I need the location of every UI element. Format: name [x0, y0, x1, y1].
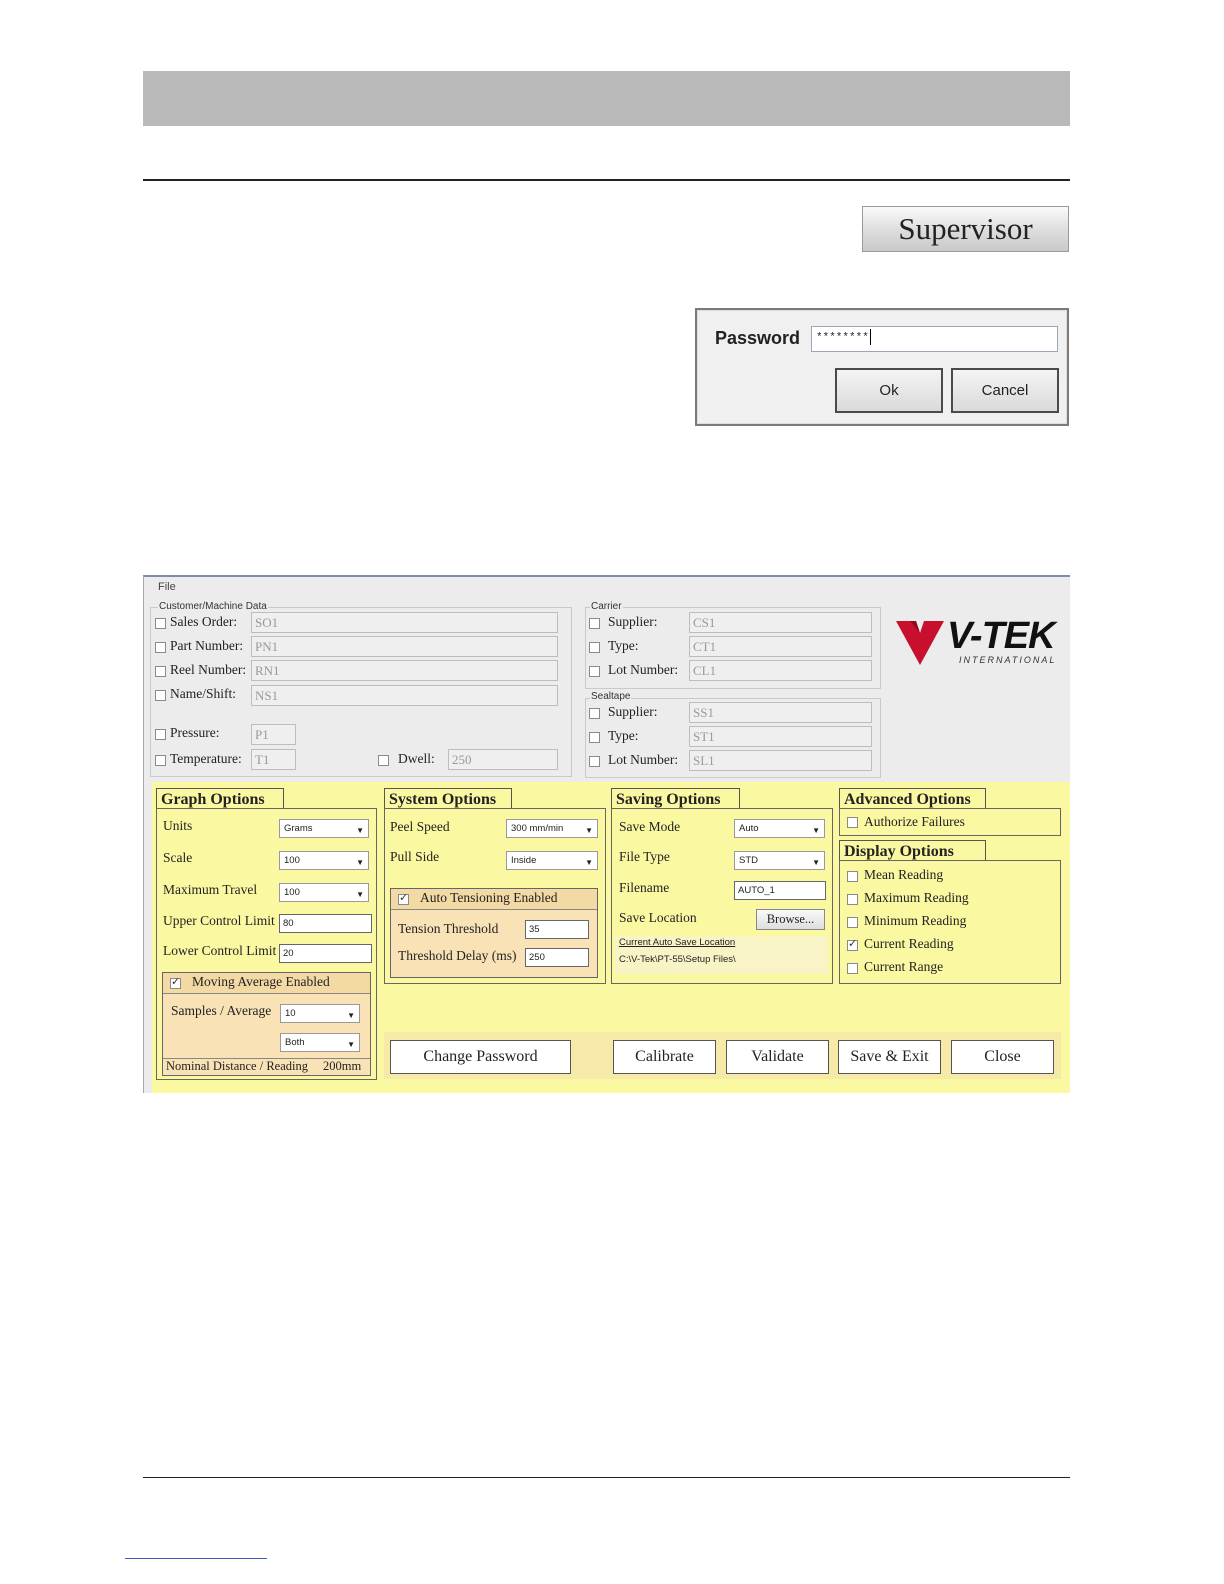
samples-label: Samples / Average	[171, 1003, 272, 1018]
peel-speed-label: Peel Speed	[390, 819, 450, 834]
sealtape-lot-checkbox[interactable]	[589, 756, 600, 767]
nominal-label: Nominal Distance / Reading	[166, 1059, 308, 1073]
scale-label: Scale	[163, 850, 193, 865]
scale-value: 100	[284, 855, 300, 866]
reel-number-field[interactable]: RN1	[251, 660, 558, 681]
temperature-label: Temperature:	[170, 751, 242, 766]
reel-number-label: Reel Number:	[170, 662, 247, 677]
sealtape-supplier-checkbox[interactable]	[589, 708, 600, 719]
v-tek-logo-text: V-TEK	[947, 615, 1055, 657]
chevron-down-icon: ▼	[347, 1040, 355, 1049]
cancel-button[interactable]: Cancel	[951, 368, 1059, 413]
units-dropdown[interactable]	[279, 819, 369, 838]
min-reading-label: Minimum Reading	[864, 913, 967, 928]
dwell-label: Dwell:	[398, 751, 435, 766]
moving-average-label: Moving Average Enabled	[192, 974, 330, 989]
chevron-down-icon: ▼	[585, 826, 593, 835]
text-caret	[870, 329, 871, 345]
password-label: Password	[715, 328, 801, 348]
name-shift-field[interactable]: NS1	[251, 685, 558, 706]
pressure-checkbox[interactable]	[155, 729, 166, 740]
chevron-down-icon: ▼	[812, 826, 820, 835]
mean-reading-label: Mean Reading	[864, 867, 944, 882]
part-number-checkbox[interactable]	[155, 642, 166, 653]
name-shift-label: Name/Shift:	[170, 686, 236, 701]
sales-order-label: Sales Order:	[170, 614, 238, 629]
password-value: ********	[816, 332, 869, 344]
sealtape-type-field[interactable]: ST1	[689, 726, 872, 747]
save-mode-dropdown[interactable]	[734, 819, 825, 838]
carrier-lot-label: Lot Number:	[608, 662, 679, 677]
carrier-type-label: Type:	[608, 638, 639, 653]
side-value: Both	[285, 1037, 305, 1048]
max-travel-dropdown[interactable]	[279, 883, 369, 902]
supervisor-button[interactable]: Supervisor	[862, 206, 1069, 252]
name-shift-checkbox[interactable]	[155, 690, 166, 701]
password-dialog	[695, 308, 1069, 426]
customer-data-title: Customer/Machine Data	[159, 601, 267, 612]
threshold-delay-label: Threshold Delay (ms)	[398, 948, 517, 963]
current-location-value: C:\V-Tek\PT-55\Setup Files\	[619, 954, 736, 965]
carrier-title: Carrier	[591, 601, 622, 612]
close-button[interactable]: Close	[951, 1040, 1054, 1074]
part-number-label: Part Number:	[170, 638, 244, 653]
nominal-value: 200mm	[323, 1059, 362, 1073]
scale-dropdown[interactable]	[279, 851, 369, 870]
browse-button[interactable]: Browse...	[756, 909, 825, 930]
moving-average-panel	[162, 972, 371, 1076]
ucl-input[interactable]: 80	[279, 914, 372, 933]
min-reading-checkbox[interactable]	[847, 917, 858, 928]
ok-button[interactable]: Ok	[835, 368, 943, 413]
v-tek-logo-mark	[896, 621, 944, 665]
side-dropdown[interactable]	[280, 1033, 360, 1052]
save-mode-label: Save Mode	[619, 819, 681, 834]
calibrate-button[interactable]: Calibrate	[613, 1040, 716, 1074]
auto-tension-checkbox[interactable]	[398, 894, 409, 905]
pressure-label: Pressure:	[170, 725, 220, 740]
sealtape-title: Sealtape	[591, 691, 631, 702]
sealtape-supplier-label: Supplier:	[608, 704, 658, 719]
save-mode-value: Auto	[739, 823, 759, 834]
current-reading-checkbox[interactable]	[847, 940, 858, 951]
filename-label: Filename	[619, 880, 670, 895]
auto-tension-panel	[390, 888, 598, 978]
max-travel-value: 100	[284, 887, 300, 898]
chevron-down-icon: ▼	[356, 826, 364, 835]
footer-rule	[143, 1477, 1070, 1478]
carrier-lot-field[interactable]: CL1	[689, 660, 872, 681]
menu-file[interactable]: File	[158, 581, 176, 593]
authorize-failures-label: Authorize Failures	[864, 814, 965, 829]
save-exit-button[interactable]: Save & Exit	[838, 1040, 941, 1074]
sealtape-supplier-field[interactable]: SS1	[689, 702, 872, 723]
max-reading-checkbox[interactable]	[847, 894, 858, 905]
carrier-lot-checkbox[interactable]	[589, 666, 600, 677]
header-rule	[143, 179, 1070, 181]
lcl-label: Lower Control Limit	[163, 943, 277, 958]
validate-button[interactable]: Validate	[726, 1040, 829, 1074]
chevron-down-icon: ▼	[812, 858, 820, 867]
settings-window	[143, 575, 1070, 1093]
reel-number-checkbox[interactable]	[155, 666, 166, 677]
chevron-down-icon: ▼	[585, 858, 593, 867]
pull-side-dropdown[interactable]	[506, 851, 598, 870]
sealtape-type-checkbox[interactable]	[589, 732, 600, 743]
ucl-label: Upper Control Limit	[163, 913, 275, 928]
tension-threshold-input[interactable]: 35	[525, 920, 589, 939]
peel-speed-dropdown[interactable]	[506, 819, 598, 838]
sealtape-lot-field[interactable]: SL1	[689, 750, 872, 771]
sealtape-type-label: Type:	[608, 728, 639, 743]
samples-value: 10	[285, 1008, 296, 1019]
saving-options-title: Saving Options	[611, 788, 740, 809]
pull-side-label: Pull Side	[390, 849, 440, 864]
max-travel-label: Maximum Travel	[163, 882, 258, 897]
save-location-label: Save Location	[619, 910, 697, 925]
authorize-failures-checkbox[interactable]	[847, 817, 858, 828]
current-location-label: Current Auto Save Location	[619, 937, 736, 948]
filename-input[interactable]: AUTO_1	[734, 881, 826, 900]
current-range-checkbox[interactable]	[847, 963, 858, 974]
dwell-field[interactable]: 250	[448, 749, 558, 770]
mean-reading-checkbox[interactable]	[847, 871, 858, 882]
units-label: Units	[163, 818, 193, 833]
units-value: Grams	[284, 823, 313, 834]
current-range-label: Current Range	[864, 959, 944, 974]
sales-order-field[interactable]: SO1	[251, 612, 558, 633]
display-options-title: Display Options	[839, 840, 986, 861]
carrier-type-checkbox[interactable]	[589, 642, 600, 653]
lcl-input[interactable]: 20	[279, 944, 372, 963]
v-tek-logo-subtitle: INTERNATIONAL	[959, 655, 1057, 665]
carrier-supplier-field[interactable]: CS1	[689, 612, 872, 633]
part-number-field[interactable]: PN1	[251, 636, 558, 657]
file-type-value: STD	[739, 855, 758, 866]
auto-tension-label: Auto Tensioning Enabled	[420, 890, 558, 905]
graph-options-title: Graph Options	[156, 788, 284, 809]
dwell-checkbox[interactable]	[378, 755, 389, 766]
chevron-down-icon: ▼	[356, 858, 364, 867]
file-type-dropdown[interactable]	[734, 851, 825, 870]
password-input[interactable]	[811, 326, 1058, 352]
current-reading-label: Current Reading	[864, 936, 954, 951]
sales-order-checkbox[interactable]	[155, 618, 166, 629]
samples-dropdown[interactable]	[280, 1004, 360, 1023]
footer-link-underline	[125, 1558, 267, 1559]
tension-threshold-label: Tension Threshold	[398, 921, 499, 936]
max-reading-label: Maximum Reading	[864, 890, 969, 905]
change-password-button[interactable]: Change Password	[390, 1040, 571, 1074]
temperature-field[interactable]: T1	[251, 749, 296, 770]
carrier-supplier-checkbox[interactable]	[589, 618, 600, 629]
carrier-type-field[interactable]: CT1	[689, 636, 872, 657]
peel-speed-value: 300 mm/min	[511, 823, 564, 834]
carrier-supplier-label: Supplier:	[608, 614, 658, 629]
threshold-delay-input[interactable]: 250	[525, 948, 589, 967]
system-options-title: System Options	[384, 788, 512, 809]
sealtape-lot-label: Lot Number:	[608, 752, 679, 767]
header-band	[143, 71, 1070, 126]
temperature-checkbox[interactable]	[155, 755, 166, 766]
chevron-down-icon: ▼	[356, 890, 364, 899]
pressure-field[interactable]: P1	[251, 724, 296, 745]
pull-side-value: Inside	[511, 855, 537, 866]
chevron-down-icon: ▼	[347, 1011, 355, 1020]
file-type-label: File Type	[619, 849, 670, 864]
advanced-options-title: Advanced Options	[839, 788, 986, 809]
moving-average-checkbox[interactable]	[170, 978, 181, 989]
